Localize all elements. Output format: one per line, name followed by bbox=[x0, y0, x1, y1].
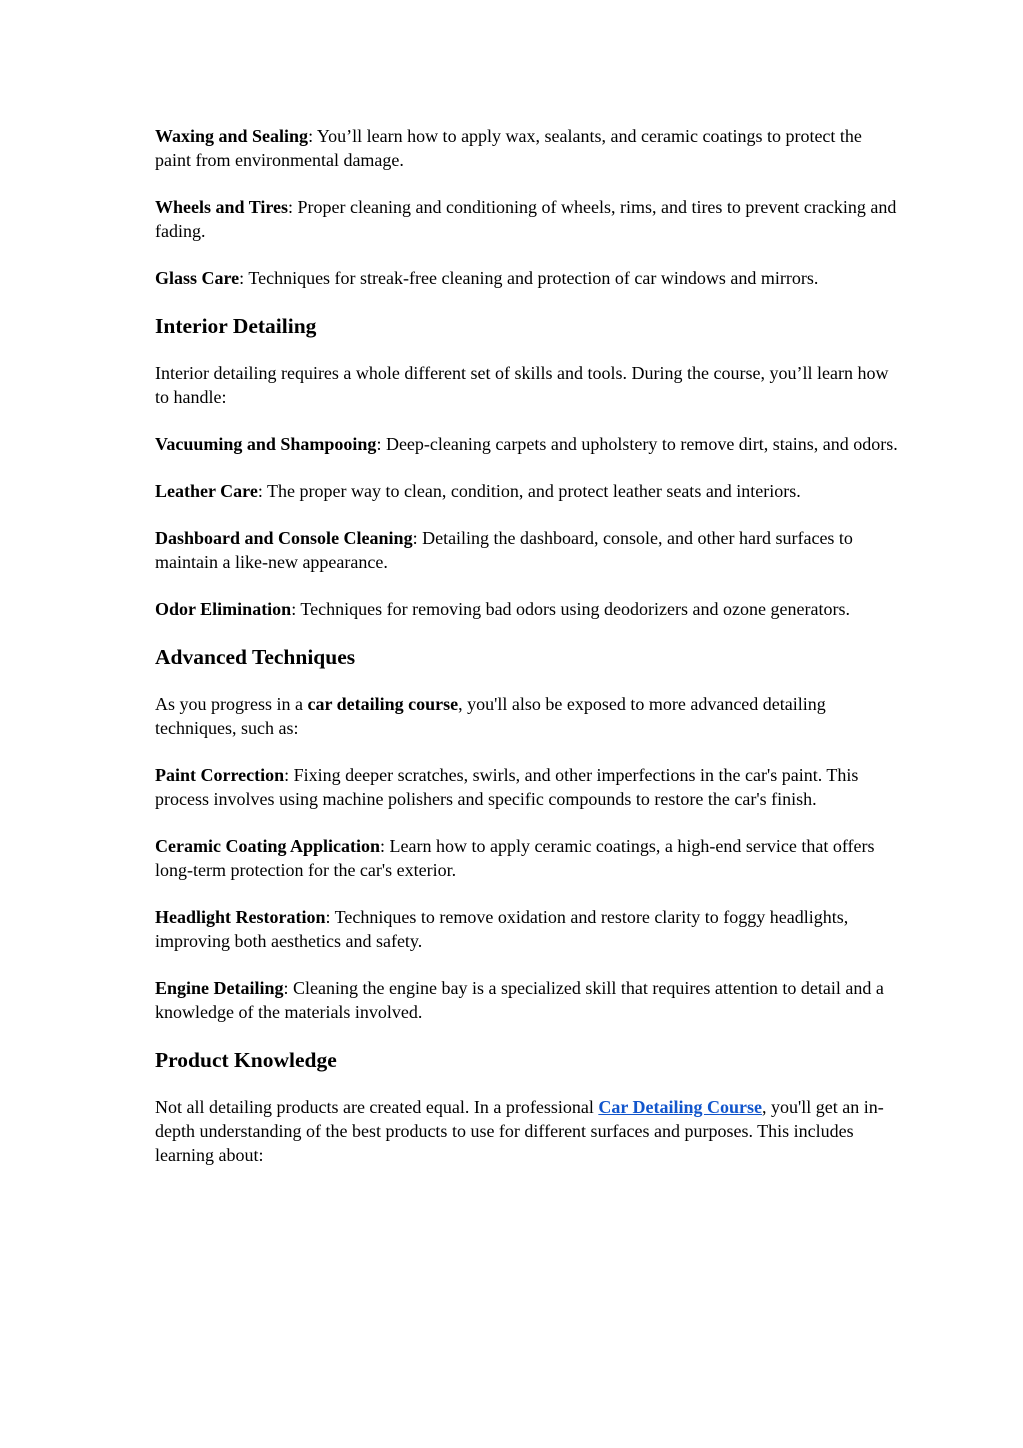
item-description: : Fixing deeper scratches, swirls, and other imperfections in the car's paint. This process involves using machine polishers and specific compounds to restore the car's finish. bbox=[155, 765, 859, 809]
intro-text: Not all detailing products are created equal. In a professional bbox=[155, 1097, 599, 1117]
item-description: : Cleaning the engine bay is a specialized skill that requires attention to detail and a knowledge of the materials involved. bbox=[155, 978, 884, 1022]
list-item bbox=[155, 526, 900, 574]
list-item bbox=[155, 479, 900, 503]
item-term: Paint Correction bbox=[155, 765, 285, 785]
item-term: Ceramic Coating Application bbox=[155, 836, 380, 856]
list-item bbox=[155, 834, 900, 882]
section-heading-advanced: Advanced Techniques bbox=[155, 645, 356, 669]
item-description: : You’ll learn how to apply wax, sealants, and ceramic coatings to protect the paint from environmental damage. bbox=[155, 126, 862, 170]
item-description: : Proper cleaning and conditioning of wheels, rims, and tires to prevent cracking and fading. bbox=[155, 197, 897, 241]
item-description: : Techniques for removing bad odors using deodorizers and ozone generators. bbox=[291, 599, 850, 619]
list-item bbox=[155, 763, 900, 811]
item-term: Vacuuming and Shampooing bbox=[155, 434, 377, 454]
item-term: Odor Elimination bbox=[155, 599, 292, 619]
list-item bbox=[155, 432, 900, 456]
document-content bbox=[155, 124, 900, 1190]
section-intro: Interior detailing requires a whole different set of skills and tools. During the course, you’ll learn how to handle: bbox=[155, 363, 889, 407]
section-heading-interior: Interior Detailing bbox=[155, 314, 317, 338]
list-item bbox=[155, 597, 900, 621]
item-description: : Detailing the dashboard, console, and other hard surfaces to maintain a like-new appearance. bbox=[155, 528, 853, 572]
intro-text: , you'll get an in-depth understanding of the best products to use for different surfaces and purposes. This includes learning about: bbox=[155, 1097, 884, 1165]
item-description: : Deep-cleaning carpets and upholstery to remove dirt, stains, and odors. bbox=[376, 434, 898, 454]
section-intro bbox=[155, 692, 900, 740]
item-description: : Techniques to remove oxidation and restore clarity to foggy headlights, improving both aesthetics and safety. bbox=[155, 907, 849, 951]
section-heading-product: Product Knowledge bbox=[155, 1048, 337, 1072]
list-item bbox=[155, 124, 900, 172]
list-item bbox=[155, 976, 900, 1024]
item-description: : Techniques for streak-free cleaning and protection of car windows and mirrors. bbox=[239, 268, 819, 288]
item-term: Dashboard and Console Cleaning bbox=[155, 528, 413, 548]
item-term: Waxing and Sealing bbox=[155, 126, 309, 146]
intro-text: As you progress in a bbox=[155, 694, 308, 714]
item-term: Wheels and Tires bbox=[155, 197, 289, 217]
list-item bbox=[155, 905, 900, 953]
intro-emphasis: car detailing course bbox=[307, 694, 459, 714]
item-term: Leather Care bbox=[155, 481, 258, 501]
list-item bbox=[155, 195, 900, 243]
car-detailing-course-link[interactable]: Car Detailing Course bbox=[598, 1097, 762, 1117]
item-term: Headlight Restoration bbox=[155, 907, 326, 927]
item-description: : The proper way to clean, condition, and protect leather seats and interiors. bbox=[257, 481, 801, 501]
intro-text: , you'll also be exposed to more advanced detailing techniques, such as: bbox=[155, 694, 826, 738]
section-intro bbox=[155, 1095, 900, 1167]
item-term: Engine Detailing bbox=[155, 978, 284, 998]
item-term: Glass Care bbox=[155, 268, 240, 288]
item-description: : Learn how to apply ceramic coatings, a high-end service that offers long-term protection for the car's exterior. bbox=[155, 836, 875, 880]
list-item bbox=[155, 266, 900, 290]
